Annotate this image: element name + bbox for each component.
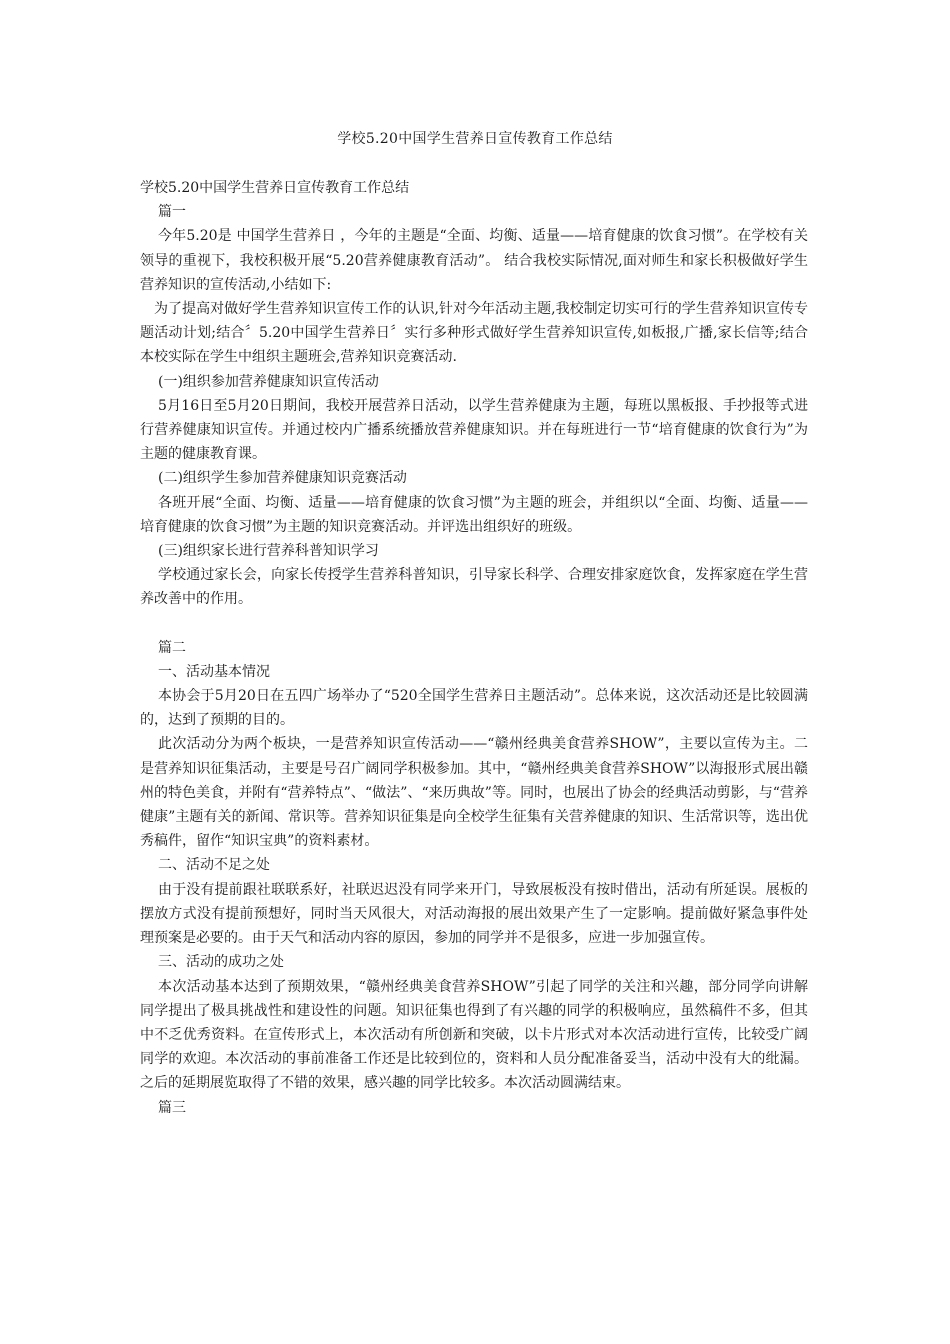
part1-paragraph-1: 今年5.20是 中国学生营养日 ，今年的主题是“全面、均衡、适量——培育健康的饮食习惯”。在学校有关领导的重视下，我校积极开展“5.20营养健康教育活动”。 结合我校实际情况,面对师生和家长积极做好学生营养知识的宣传活动,小结如下: — [140, 228, 808, 293]
section-spacer — [140, 612, 808, 636]
part2-paragraph-2: 此次活动分为两个板块，一是营养知识宣传活动——“赣州经典美食营养SHOW”，主要以宣传为主。二是营养知识征集活动，主要是号召广阔同学积极参加。其中，“赣州经典美食营养SHOW”以海报形式展出赣州的特色美食，并附有“营养特点”、“做法”、“来历典故”等。同时，也展出了协会的经典活动剪影，与“营养健康”主题有关的新闻、常识等。营养知识征集是向全校学生征集有关营养健康的知识、生活常识等，选出优秀稿件，留作“知识宝典”的资料素材。 — [140, 736, 808, 850]
part1-paragraph-3: 5月16日至5月20日期间，我校开展营养日活动，以学生营养健康为主题，每班以黑板报、手抄报等式进行营养健康知识宣传。并通过校内广播系统播放营养健康知识。并在每班进行一节“培育健康的饮食行为”为主题的健康教育课。 — [140, 397, 808, 463]
subtitle: 学校5.20中国学生营养日宣传教育工作总结 — [140, 180, 410, 196]
part1-section-2-heading: (二)组织学生参加营养健康知识竞赛活动 — [158, 470, 407, 487]
part2-paragraph-3: 由于没有提前跟社联联系好，社联迟迟没有同学来开门，导致展板没有按时借出，活动有所延误。展板的摆放方式没有提前预想好，同时当天风很大，对活动海报的展出效果产生了一定影响。提前做好紧急事件处理预案是必要的。由于天气和活动内容的原因，参加的同学并不是很多，应进一步加强宣传。 — [140, 881, 808, 947]
part1-paragraph-4: 各班开展“全面、均衡、适量——培育健康的饮食习惯”为主题的班会，并组织以“全面、均衡、适量——培育健康的饮食习惯”为主题的知识竞赛活动。并评选出组织好的班级。 — [140, 494, 808, 535]
part1-label: 篇一 — [158, 204, 186, 221]
part1-paragraph-5: 学校通过家长会，向家长传授学生营养科普知识，引导家长科学、合理安排家庭饮食，发挥家庭在学生营养改善中的作用。 — [140, 567, 808, 608]
part1-section-3-heading: (三)组织家长进行营养科普知识学习 — [158, 543, 379, 560]
part2-section-1-heading: 一、活动基本情况 — [158, 663, 270, 680]
part1-paragraph-2: 为了提高对做好学生营养知识宣传工作的认识,针对今年活动主题,我校制定切实可行的学生营养知识宣传专题活动计划;结合〞5.20中国学生营养日〞实行多种形式做好学生营养知识宣传,如板报,广播,家长信等;结合本校实际在学生中组织主题班会,营养知识竞赛活动. — [140, 301, 808, 366]
part3-label: 篇三 — [158, 1099, 186, 1116]
part2-paragraph-4: 本次活动基本达到了预期效果，“赣州经典美食营养SHOW”引起了同学的关注和兴趣，部分同学向讲解同学提出了极具挑战性和建设性的问题。知识征集也得到了有兴趣的同学的积极响应，虽然稿件不多，但其中不乏优秀资料。在宣传形式上，本次活动有所创新和突破，以卡片形式对本次活动进行宣传，比较受广阔同学的欢迎。本次活动的事前准备工作还是比较到位的，资料和人员分配准备妥当，活动中没有大的纰漏。之后的延期展览取得了不错的效果，感兴趣的同学比较多。本次活动圆满结束。 — [140, 978, 808, 1092]
part2-paragraph-1: 本协会于5月20日在五四广场举办了“520全国学生营养日主题活动”。总体来说，这次活动还是比较圆满的，达到了预期的目的。 — [140, 688, 808, 729]
part2-section-3-heading: 三、活动的成功之处 — [158, 954, 284, 971]
part2-label: 篇二 — [158, 639, 186, 656]
document-title: 学校5.20中国学生营养日宣传教育工作总结 — [337, 131, 613, 147]
part1-section-1-heading: (一)组织参加营养健康知识宣传活动 — [158, 373, 379, 390]
part2-section-2-heading: 二、活动不足之处 — [158, 857, 270, 874]
document-body — [140, 176, 808, 1120]
